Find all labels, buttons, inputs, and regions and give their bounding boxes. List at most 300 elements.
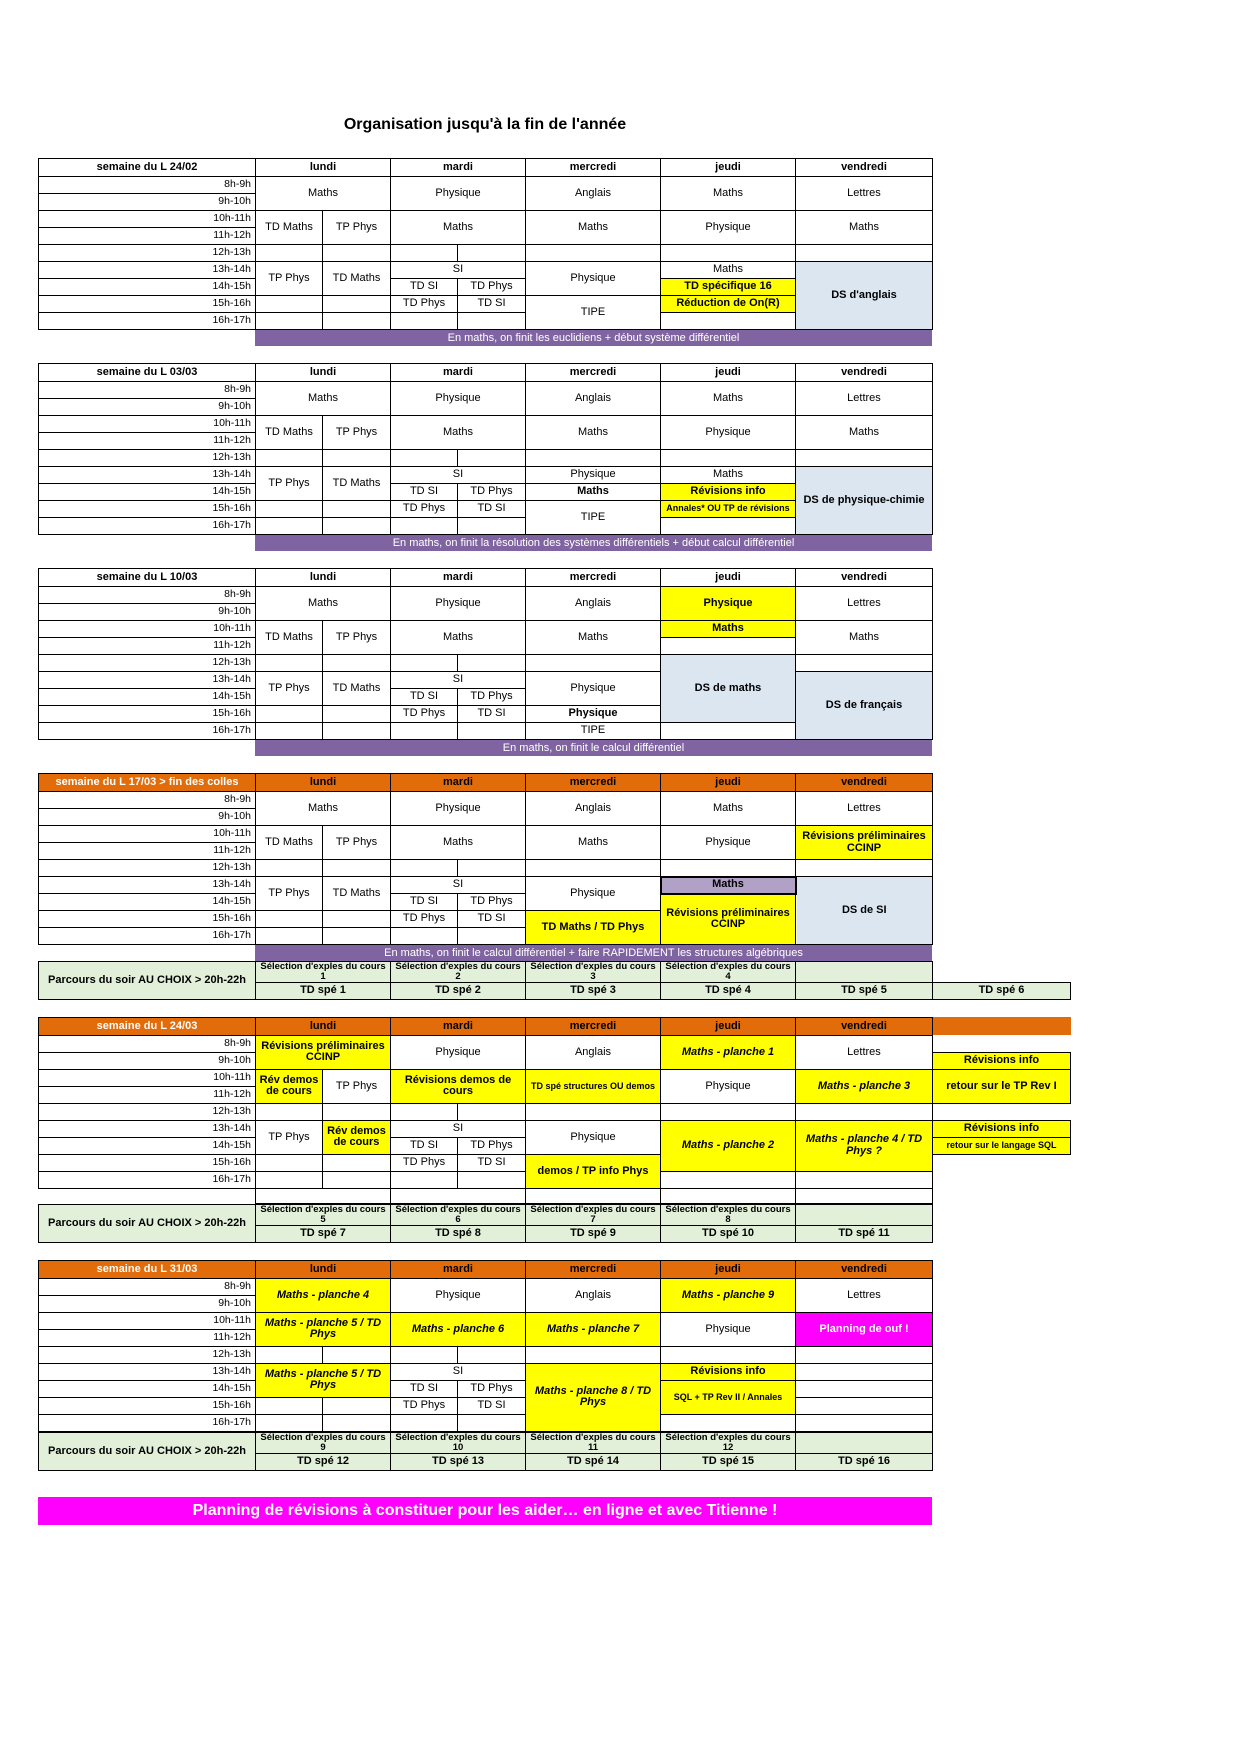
time-label: 16h-17h xyxy=(39,1414,256,1431)
week-table xyxy=(38,568,933,740)
schedule-cell: Planning de ouf ! xyxy=(796,1312,933,1346)
schedule-cell: Anglais xyxy=(526,792,661,826)
empty-cell xyxy=(796,1204,933,1225)
empty-cell xyxy=(391,450,458,467)
day-header: mardi xyxy=(391,364,526,382)
maths-progress-banner: En maths, on finit la résolution des systèmes différentiels + début calcul différentiel xyxy=(255,535,932,551)
time-label: 15h-16h xyxy=(39,706,256,723)
evening-track-label: Parcours du soir AU CHOIX > 20h-22h xyxy=(39,962,256,1000)
week-label: semaine du L 24/02 xyxy=(39,159,256,177)
week-label: semaine du L 31/03 xyxy=(39,1260,256,1278)
day-header: lundi xyxy=(256,364,391,382)
empty-cell xyxy=(323,928,391,945)
schedule-cell: Physique xyxy=(661,1312,796,1346)
day-header: mercredi xyxy=(526,569,661,587)
schedule-cell: Révisions info xyxy=(661,1363,796,1380)
schedule-cell: TD Phys xyxy=(391,1154,458,1171)
schedule-cell: TD Phys xyxy=(458,894,526,911)
td-spe-cell: TD spé 8 xyxy=(391,1225,526,1242)
schedule-cell: Physique xyxy=(661,826,796,860)
schedule-cell: Physique xyxy=(391,1035,526,1069)
schedule-cell: Maths xyxy=(796,416,933,450)
schedule-cell: Révisions préliminaires CCINP xyxy=(256,1035,391,1069)
empty-cell xyxy=(458,313,526,330)
time-label: 15h-16h xyxy=(39,1154,256,1171)
time-label: 12h-13h xyxy=(39,450,256,467)
time-label: 11h-12h xyxy=(39,1329,256,1346)
empty-cell xyxy=(933,1154,1071,1171)
day-header: mardi xyxy=(391,1260,526,1278)
schedule-cell: Anglais xyxy=(526,587,661,621)
schedule-cell: TP Phys xyxy=(323,1069,391,1103)
td-spe-cell: TD spé 16 xyxy=(796,1453,933,1470)
empty-cell xyxy=(323,313,391,330)
schedule-cell: TIPE xyxy=(526,296,661,330)
empty-cell xyxy=(323,911,391,928)
time-label: 12h-13h xyxy=(39,860,256,877)
td-spe-cell: TD spé 13 xyxy=(391,1453,526,1470)
empty-cell xyxy=(458,1414,526,1431)
time-label: 14h-15h xyxy=(39,894,256,911)
schedule-cell: TD SI xyxy=(391,689,458,706)
schedule-cell: TD Phys xyxy=(458,279,526,296)
empty-cell xyxy=(526,1188,661,1203)
empty-cell xyxy=(323,1103,391,1120)
evening-track-table xyxy=(38,961,1071,1000)
week-label: semaine du L 10/03 xyxy=(39,569,256,587)
schedule-cell: retour sur le TP Rev I xyxy=(933,1069,1071,1103)
schedule-cell: Maths - planche 7 xyxy=(526,1312,661,1346)
schedule-cell: Maths xyxy=(526,621,661,655)
empty-cell xyxy=(323,1397,391,1414)
empty-cell xyxy=(391,245,458,262)
day-header: mardi xyxy=(391,774,526,792)
day-header: jeudi xyxy=(661,159,796,177)
time-label: 9h-10h xyxy=(39,399,256,416)
maths-progress-banner: En maths, on finit le calcul différentiel xyxy=(255,740,932,756)
schedule-cell: TD SI xyxy=(458,706,526,723)
schedule-cell: TD Maths / TD Phys xyxy=(526,911,661,945)
day-header: vendredi xyxy=(796,774,933,792)
schedule-cell: SI xyxy=(391,262,526,279)
schedule-cell: Maths - planche 2 xyxy=(661,1120,796,1171)
schedule-cell: TIPE xyxy=(526,501,661,535)
time-label: 14h-15h xyxy=(39,689,256,706)
time-label: 16h-17h xyxy=(39,313,256,330)
schedule-cell: TP Phys xyxy=(323,416,391,450)
schedule-cell: TP Phys xyxy=(256,467,323,501)
empty-cell xyxy=(458,860,526,877)
empty-cell xyxy=(458,928,526,945)
empty-cell xyxy=(661,1188,796,1203)
empty-cell xyxy=(256,1171,323,1188)
empty-cell xyxy=(526,1103,661,1120)
empty-cell xyxy=(796,1432,933,1453)
schedule-cell: SI xyxy=(391,1120,526,1137)
time-label: 8h-9h xyxy=(39,1278,256,1295)
week-block xyxy=(38,363,1239,551)
td-spe-cell: TD spé 7 xyxy=(256,1225,391,1242)
schedule-cell: TD SI xyxy=(458,911,526,928)
empty-cell xyxy=(391,723,458,740)
empty-cell xyxy=(933,1103,1071,1120)
schedule-cell: SI xyxy=(391,877,526,894)
schedule-cell: TP Phys xyxy=(256,672,323,706)
day-header: vendredi xyxy=(796,1260,933,1278)
empty-cell xyxy=(256,313,323,330)
schedule-cell: Lettres xyxy=(796,1278,933,1312)
page-title: Organisation jusqu'à la fin de l'année xyxy=(343,116,627,133)
time-label: 11h-12h xyxy=(39,638,256,655)
schedule-cell: Maths - planche 3 xyxy=(796,1069,933,1103)
time-label: 10h-11h xyxy=(39,416,256,433)
schedule-cell: Physique xyxy=(391,587,526,621)
empty-cell xyxy=(256,1414,323,1431)
schedule-cell: Révisions info xyxy=(933,1120,1071,1137)
schedule-cell: Maths xyxy=(526,416,661,450)
empty-cell xyxy=(391,928,458,945)
empty-cell xyxy=(256,911,323,928)
course-examples-cell: Sélection d'exples du cours 5 xyxy=(256,1204,391,1225)
td-spe-cell: TD spé 10 xyxy=(661,1225,796,1242)
schedule-cell: Maths - planche 4 xyxy=(256,1278,391,1312)
time-label: 8h-9h xyxy=(39,792,256,809)
time-label: 11h-12h xyxy=(39,433,256,450)
time-label: 9h-10h xyxy=(39,1052,256,1069)
schedule-cell: TP Phys xyxy=(256,262,323,296)
empty-cell xyxy=(256,518,323,535)
schedule-cell: Lettres xyxy=(796,792,933,826)
week-block xyxy=(38,158,1239,346)
schedule-cell: Révisions info xyxy=(933,1052,1071,1069)
schedule-cell: Physique xyxy=(661,211,796,245)
schedule-cell: TD SI xyxy=(391,484,458,501)
schedule-cell: TP Phys xyxy=(256,877,323,911)
empty-cell xyxy=(796,1346,933,1363)
schedule-cell: TD Phys xyxy=(391,1397,458,1414)
course-examples-cell: Sélection d'exples du cours 11 xyxy=(526,1432,661,1453)
schedule-cell: TD Maths xyxy=(323,877,391,911)
empty-cell xyxy=(661,313,796,330)
schedule-cell: Maths xyxy=(256,382,391,416)
day-header: vendredi xyxy=(796,364,933,382)
schedule-cell: TD SI xyxy=(391,1380,458,1397)
schedule-cell: Lettres xyxy=(796,587,933,621)
empty-cell xyxy=(796,655,933,672)
empty-cell xyxy=(256,450,323,467)
empty-cell xyxy=(256,1346,323,1363)
evening-track-table xyxy=(38,1204,933,1243)
time-label: 15h-16h xyxy=(39,911,256,928)
schedule-cell: TD Phys xyxy=(391,296,458,313)
day-header: mercredi xyxy=(526,1017,661,1035)
schedule-cell: TD Maths xyxy=(323,467,391,501)
schedule-cell: Maths xyxy=(256,587,391,621)
empty-cell xyxy=(256,860,323,877)
schedule-cell: Maths xyxy=(391,211,526,245)
schedule-cell: DS de SI xyxy=(796,877,933,945)
schedule-cell: Révisions préliminaires CCINP xyxy=(661,894,796,945)
empty-cell xyxy=(661,860,796,877)
schedule-cell: TD SI xyxy=(458,501,526,518)
time-label: 16h-17h xyxy=(39,723,256,740)
time-label: 10h-11h xyxy=(39,211,256,228)
time-label: 13h-14h xyxy=(39,877,256,894)
schedule-cell: TD spécifique 16 xyxy=(661,279,796,296)
day-header: vendredi xyxy=(796,159,933,177)
empty-cell xyxy=(526,860,661,877)
empty-cell xyxy=(256,723,323,740)
day-header: mercredi xyxy=(526,774,661,792)
schedule-cell: Maths xyxy=(391,826,526,860)
empty-cell xyxy=(796,1397,933,1414)
empty-cell xyxy=(256,245,323,262)
schedule-cell: TP Phys xyxy=(256,1120,323,1154)
empty-cell xyxy=(323,706,391,723)
spacer-cell xyxy=(933,1188,1071,1203)
schedule-cell: Révisions info xyxy=(661,484,796,501)
week-label: semaine du L 03/03 xyxy=(39,364,256,382)
schedule-cell: Maths xyxy=(526,484,661,501)
schedule-cell: Maths - planche 5 / TD Phys xyxy=(256,1312,391,1346)
empty-cell xyxy=(323,1346,391,1363)
empty-cell xyxy=(323,655,391,672)
schedule-cell: Révisions demos de cours xyxy=(391,1069,526,1103)
schedule-cell: TD Phys xyxy=(458,484,526,501)
schedule-cell: Maths - planche 6 xyxy=(391,1312,526,1346)
empty-cell xyxy=(323,518,391,535)
week-table xyxy=(38,1017,1071,1204)
empty-cell xyxy=(256,1103,323,1120)
empty-cell xyxy=(391,1103,458,1120)
week-block xyxy=(38,568,1239,756)
empty-cell xyxy=(661,723,796,740)
week-table xyxy=(38,773,933,945)
empty-cell xyxy=(256,928,323,945)
td-spe-cell: TD spé 9 xyxy=(526,1225,661,1242)
time-label: 13h-14h xyxy=(39,467,256,484)
empty-cell xyxy=(391,1171,458,1188)
empty-cell xyxy=(526,450,661,467)
day-header: mercredi xyxy=(526,159,661,177)
schedule-cell: Maths xyxy=(256,177,391,211)
empty-cell xyxy=(391,313,458,330)
schedule-cell: Maths - planche 8 / TD Phys xyxy=(526,1363,661,1431)
empty-cell xyxy=(458,655,526,672)
empty-cell xyxy=(323,450,391,467)
schedule-cell: TP Phys xyxy=(323,826,391,860)
schedule-cell: Physique xyxy=(391,382,526,416)
td-spe-cell: TD spé 2 xyxy=(391,982,526,999)
empty-cell xyxy=(391,655,458,672)
schedule-cell: Physique xyxy=(526,672,661,706)
time-label: 10h-11h xyxy=(39,826,256,843)
empty-cell xyxy=(796,1380,933,1397)
schedule-cell: Physique xyxy=(661,416,796,450)
course-examples-cell: Sélection d'exples du cours 7 xyxy=(526,1204,661,1225)
course-examples-cell: Sélection d'exples du cours 12 xyxy=(661,1432,796,1453)
time-label: 10h-11h xyxy=(39,1312,256,1329)
day-header: lundi xyxy=(256,1260,391,1278)
week-table xyxy=(38,158,933,330)
day-header: mardi xyxy=(391,569,526,587)
empty-cell xyxy=(458,1103,526,1120)
schedule-cell: TP Phys xyxy=(323,211,391,245)
evening-track-label: Parcours du soir AU CHOIX > 20h-22h xyxy=(39,1204,256,1242)
schedule-cell: Lettres xyxy=(796,177,933,211)
course-examples-cell: Sélection d'exples du cours 3 xyxy=(526,962,661,983)
time-label: 16h-17h xyxy=(39,1171,256,1188)
day-header: lundi xyxy=(256,159,391,177)
schedule-cell: retour sur le langage SQL xyxy=(933,1137,1071,1154)
schedule-cell: DS de physique-chimie xyxy=(796,467,933,535)
schedule-cell: Maths xyxy=(391,416,526,450)
schedule-cell: Rév demos de cours xyxy=(323,1120,391,1154)
empty-cell xyxy=(796,1103,933,1120)
empty-cell xyxy=(458,518,526,535)
schedule-cell: Maths xyxy=(256,792,391,826)
week-block xyxy=(38,1260,1239,1471)
schedule-cell: TD SI xyxy=(391,279,458,296)
day-header: lundi xyxy=(256,774,391,792)
td-spe-cell: TD spé 14 xyxy=(526,1453,661,1470)
empty-cell xyxy=(323,501,391,518)
time-label: 10h-11h xyxy=(39,1069,256,1086)
time-label: 16h-17h xyxy=(39,518,256,535)
schedule-cell: Physique xyxy=(526,262,661,296)
day-header: jeudi xyxy=(661,1017,796,1035)
empty-cell xyxy=(661,1346,796,1363)
empty-cell xyxy=(661,518,796,535)
evening-track-label: Parcours du soir AU CHOIX > 20h-22h xyxy=(39,1432,256,1470)
empty-cell xyxy=(323,245,391,262)
empty-cell xyxy=(323,1414,391,1431)
schedule-cell: Maths xyxy=(661,621,796,638)
schedule-cell: TD SI xyxy=(391,1137,458,1154)
schedule-cell: Rév demos de cours xyxy=(256,1069,323,1103)
empty-cell xyxy=(256,655,323,672)
schedule-cell: Physique xyxy=(526,706,661,723)
schedule-cell: Anglais xyxy=(526,382,661,416)
spacer-cell xyxy=(933,1017,1071,1035)
schedule-cell: Maths - planche 1 xyxy=(661,1035,796,1069)
empty-cell xyxy=(323,1171,391,1188)
time-label: 10h-11h xyxy=(39,621,256,638)
schedule-cell: Maths xyxy=(661,177,796,211)
course-examples-cell: Sélection d'exples du cours 9 xyxy=(256,1432,391,1453)
schedule-cell: Anglais xyxy=(526,1035,661,1069)
schedule-cell: TIPE xyxy=(526,723,661,740)
schedule-cell: Maths xyxy=(661,382,796,416)
time-label: 9h-10h xyxy=(39,809,256,826)
schedule-cell: demos / TP info Phys xyxy=(526,1154,661,1188)
schedule-cell: Anglais xyxy=(526,177,661,211)
schedule-cell: Physique xyxy=(391,792,526,826)
empty-cell xyxy=(796,1363,933,1380)
maths-progress-banner: En maths, on finit les euclidiens + début système différentiel xyxy=(255,330,932,346)
schedule-cell: Maths xyxy=(526,211,661,245)
time-label: 12h-13h xyxy=(39,1103,256,1120)
schedule-cell: Maths xyxy=(526,826,661,860)
schedule-cell: Maths xyxy=(661,467,796,484)
empty-cell xyxy=(256,1397,323,1414)
schedule-cell: DS de français xyxy=(796,672,933,740)
td-spe-cell: TD spé 4 xyxy=(661,982,796,999)
schedule-cell: TD SI xyxy=(458,1154,526,1171)
time-label: 15h-16h xyxy=(39,501,256,518)
weeks-container xyxy=(38,158,1239,1471)
schedule-cell: Maths xyxy=(661,262,796,279)
empty-cell xyxy=(391,860,458,877)
maths-progress-banner: En maths, on finit le calcul différentiel + faire RAPIDEMENT les structures algébriques xyxy=(255,945,932,961)
time-label: 8h-9h xyxy=(39,382,256,399)
empty-cell xyxy=(661,1103,796,1120)
course-examples-cell: Sélection d'exples du cours 4 xyxy=(661,962,796,983)
schedule-cell: Physique xyxy=(391,1278,526,1312)
course-examples-cell: Sélection d'exples du cours 1 xyxy=(256,962,391,983)
time-label: 9h-10h xyxy=(39,194,256,211)
empty-cell xyxy=(256,501,323,518)
time-label: 12h-13h xyxy=(39,1346,256,1363)
day-header: mardi xyxy=(391,159,526,177)
schedule-cell: TD Maths xyxy=(323,262,391,296)
course-examples-cell: Sélection d'exples du cours 6 xyxy=(391,1204,526,1225)
empty-cell xyxy=(458,1171,526,1188)
week-table xyxy=(38,1260,933,1432)
schedule-cell: Physique xyxy=(661,1069,796,1103)
empty-cell xyxy=(323,860,391,877)
empty-cell xyxy=(661,450,796,467)
schedule-cell: TD Maths xyxy=(256,621,323,655)
empty-cell xyxy=(796,962,933,983)
schedule-cell: Maths xyxy=(796,211,933,245)
time-label: 15h-16h xyxy=(39,296,256,313)
schedule-cell: Maths - planche 4 / TD Phys ? xyxy=(796,1120,933,1171)
schedule-cell: Lettres xyxy=(796,382,933,416)
schedule-cell: TP Phys xyxy=(323,621,391,655)
time-label: 8h-9h xyxy=(39,177,256,194)
revision-planning-banner: Planning de révisions à constituer pour les aider… en ligne et avec Titienne ! xyxy=(38,1497,932,1525)
evening-track-table xyxy=(38,1432,933,1471)
time-label: 9h-10h xyxy=(39,604,256,621)
schedule-cell: TD Phys xyxy=(391,911,458,928)
course-examples-cell: Sélection d'exples du cours 2 xyxy=(391,962,526,983)
empty-cell xyxy=(458,1346,526,1363)
time-label: 14h-15h xyxy=(39,279,256,296)
spacer-cell xyxy=(933,962,1071,983)
week-label: semaine du L 24/03 xyxy=(39,1017,256,1035)
schedule-cell: TD Maths xyxy=(256,826,323,860)
empty-cell xyxy=(933,1171,1071,1188)
time-label: 9h-10h xyxy=(39,1295,256,1312)
schedule-cell: TD SI xyxy=(391,894,458,911)
empty-cell xyxy=(323,296,391,313)
schedule-cell: DS de maths xyxy=(661,655,796,723)
time-label: 13h-14h xyxy=(39,1363,256,1380)
schedule-cell: TD Phys xyxy=(458,1380,526,1397)
td-spe-cell: TD spé 1 xyxy=(256,982,391,999)
schedule-cell: TD Phys xyxy=(391,706,458,723)
empty-cell xyxy=(796,1171,933,1188)
week-label: semaine du L 17/03 > fin des colles xyxy=(39,774,256,792)
day-header: vendredi xyxy=(796,569,933,587)
time-label: 15h-16h xyxy=(39,1397,256,1414)
empty-cell xyxy=(526,245,661,262)
day-header: jeudi xyxy=(661,569,796,587)
time-label: 11h-12h xyxy=(39,228,256,245)
empty-cell xyxy=(458,723,526,740)
empty-cell xyxy=(796,1188,933,1203)
